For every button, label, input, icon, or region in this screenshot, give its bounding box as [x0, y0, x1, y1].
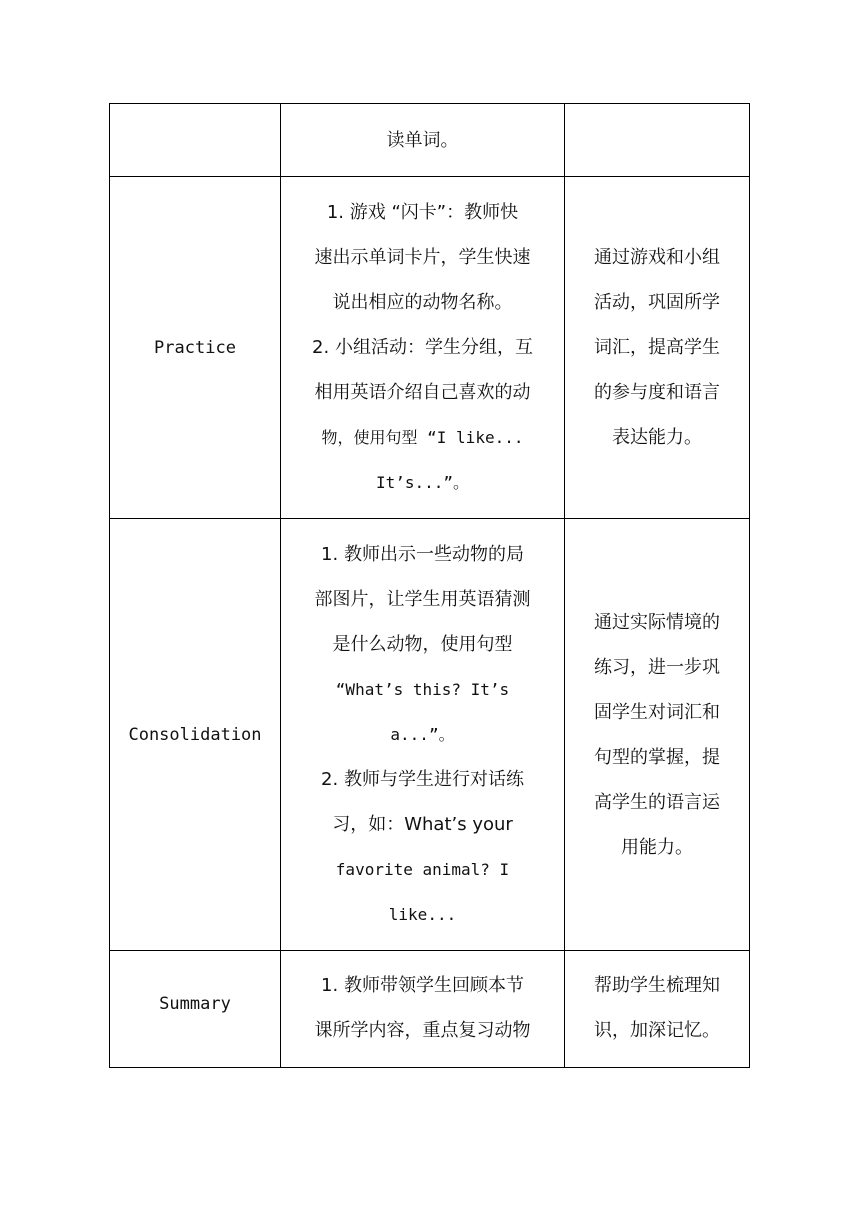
activity-line: 课所学内容，重点复习动物 [314, 1020, 531, 1041]
stage-label: Summary [159, 994, 231, 1014]
activity-line: 相用英语介绍自己喜欢的动 [314, 382, 531, 403]
purpose-cell [565, 951, 750, 1068]
activity-line: 物，使用句型 “I like... [321, 428, 524, 447]
activity-line: 速出示单词卡片，学生快速 [314, 247, 531, 268]
activity-line: 2. 教师与学生进行对话练 [321, 769, 524, 790]
activity-line: 习，如：What’s your [332, 814, 513, 835]
purpose-cell [565, 177, 750, 519]
table-row [110, 519, 750, 951]
activity-line: favorite animal? I [335, 860, 510, 879]
activity-line: 1. 教师带领学生回顾本节 [321, 975, 524, 996]
purpose-line: 的参与度和语言 [594, 382, 720, 403]
activity-line: 读单词。 [386, 129, 459, 151]
purpose-line: 通过实际情境的 [594, 611, 720, 633]
purpose-line: 固学生对词汇和 [594, 701, 720, 723]
activity-cell [281, 519, 565, 951]
activity-cell [281, 104, 565, 177]
purpose-line: 活动，巩固所学 [594, 292, 720, 313]
table-row [110, 951, 750, 1068]
activity-line: “What’s this? It’s [335, 680, 510, 699]
stage-label: Practice [154, 337, 236, 358]
table-row [110, 104, 750, 177]
purpose-line: 高学生的语言运 [594, 791, 720, 813]
purpose-line: 句型的掌握，提 [594, 746, 720, 768]
purpose-line: 练习，进一步巩 [594, 656, 720, 678]
activity-cell [281, 177, 565, 519]
purpose-line: 用能力。 [621, 836, 693, 858]
activity-line: 部图片，让学生用英语猜测 [314, 589, 531, 610]
activity-line: 1. 游戏 “闪卡”：教师快 [326, 202, 519, 223]
purpose-line: 表达能力。 [612, 427, 702, 448]
stage-cell [110, 519, 281, 951]
stage-cell [110, 951, 281, 1068]
stage-cell [110, 104, 281, 177]
activity-line: like... [388, 905, 457, 924]
purpose-cell [565, 104, 750, 177]
purpose-line: 帮助学生梳理知 [594, 975, 720, 996]
activity-line: 2. 小组活动：学生分组，互 [312, 337, 533, 358]
stage-label: Consolidation [128, 724, 262, 745]
activity-cell [281, 951, 565, 1068]
activity-line: a...”。 [390, 725, 455, 744]
purpose-line: 识，加深记忆。 [594, 1020, 720, 1041]
activity-line: 1. 教师出示一些动物的局 [321, 544, 524, 565]
stage-cell [110, 177, 281, 519]
activity-line: 说出相应的动物名称。 [332, 292, 513, 313]
purpose-cell [565, 519, 750, 951]
purpose-line: 通过游戏和小组 [594, 247, 720, 268]
purpose-line: 词汇，提高学生 [594, 337, 720, 358]
table-row [110, 177, 750, 519]
lesson-plan-table [109, 103, 750, 1068]
activity-line: It’s...”。 [375, 473, 470, 492]
activity-line: 是什么动物，使用句型 [332, 634, 513, 655]
